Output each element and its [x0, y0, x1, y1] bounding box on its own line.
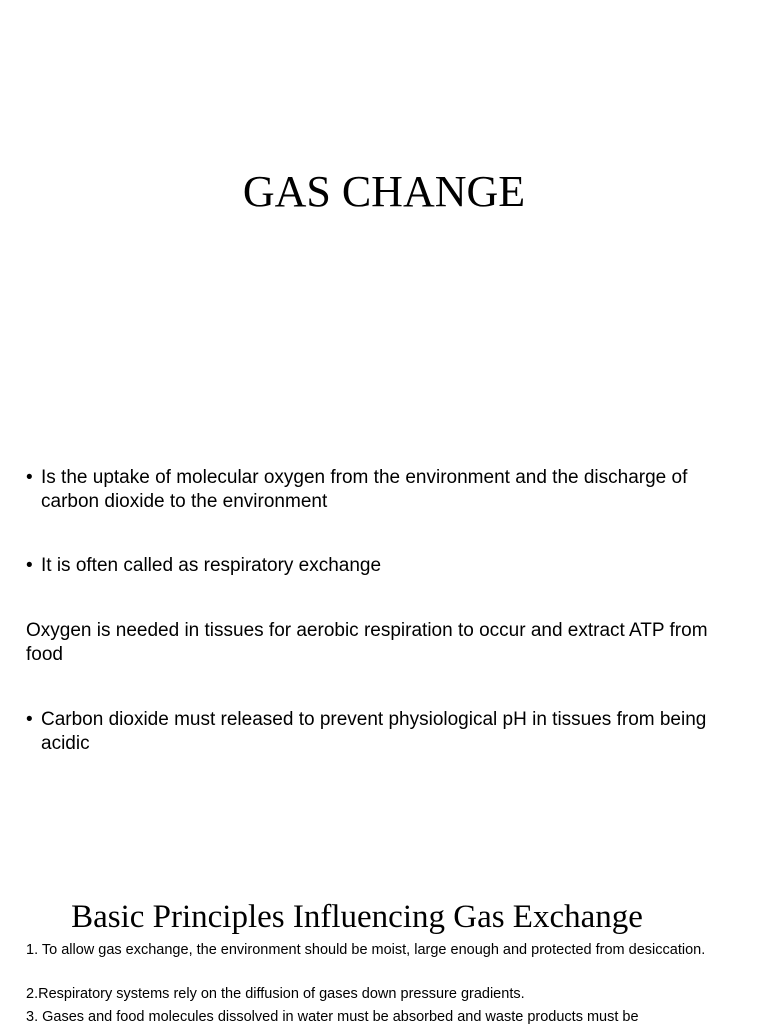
bullet-item [26, 708, 738, 756]
bullet-text: Is the uptake of molecular oxygen from the environment and the discharge of carbon dioxide to the environment [41, 467, 688, 512]
bullet-symbol: • [26, 555, 33, 576]
bullet-item [26, 554, 738, 578]
slide-title: GAS CHANGE [242, 167, 526, 216]
bullet-item [26, 466, 738, 514]
principle-item: 3. Gases and food molecules dissolved in water must be absorbed and waste products must be [26, 1009, 639, 1024]
bullet-text: Carbon dioxide must released to prevent physiological pH in tissues from being acidic [41, 709, 707, 754]
bullet-text: It is often called as respiratory exchange [41, 555, 382, 576]
principle-item: 2.Respiratory systems rely on the diffusion of gases down pressure gradients. [26, 986, 525, 1002]
bullet-symbol: • [26, 709, 33, 730]
body-paragraph: Oxygen is needed in tissues for aerobic respiration to occur and extract ATP from food [26, 620, 708, 665]
section-heading: Basic Principles Influencing Gas Exchange [71, 899, 643, 935]
principle-item: 1. To allow gas exchange, the environment should be moist, large enough and protected from desiccation. [26, 942, 706, 958]
bullet-symbol: • [26, 467, 33, 488]
